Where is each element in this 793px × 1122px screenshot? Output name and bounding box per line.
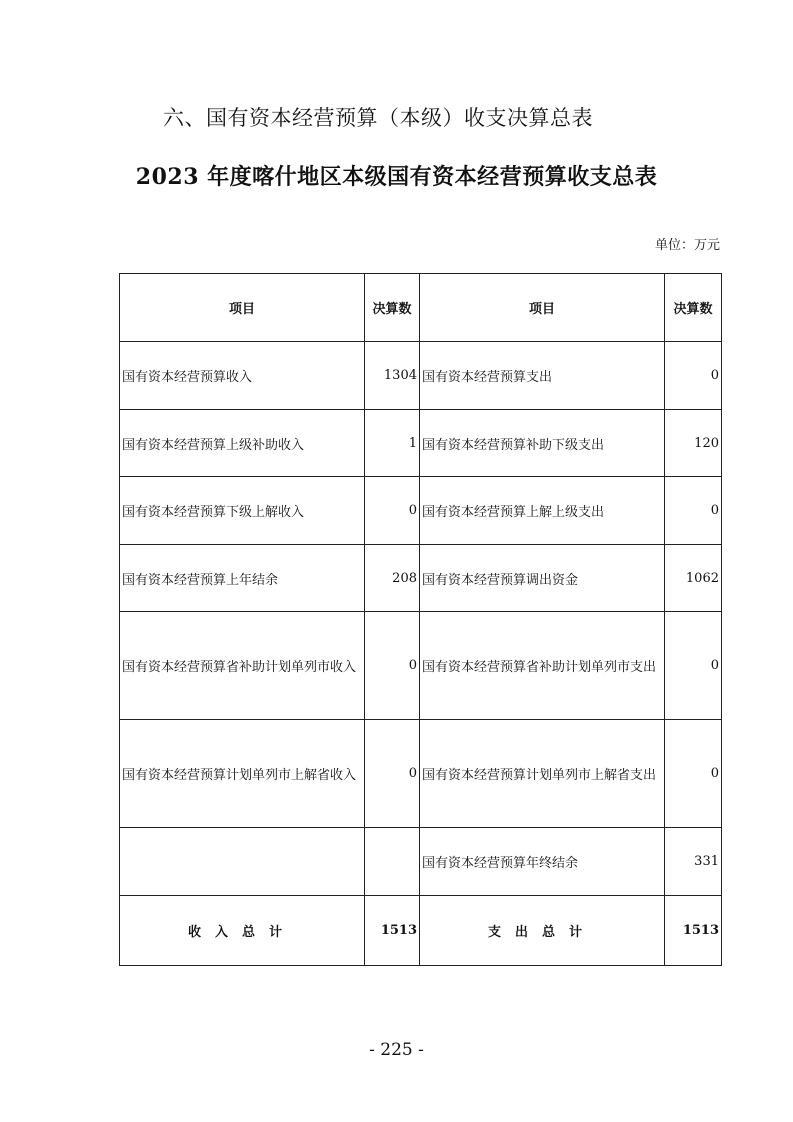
table-row xyxy=(120,720,722,828)
table-total-row xyxy=(120,896,722,966)
expense-amount: 1062 xyxy=(665,545,722,612)
expense-item: 国有资本经营预算补助下级支出 xyxy=(420,410,665,477)
header-item-right: 项目 xyxy=(420,274,665,342)
expense-item: 国有资本经营预算省补助计划单列市支出 xyxy=(420,612,665,720)
expense-amount: 0 xyxy=(665,720,722,828)
income-item: 国有资本经营预算下级上解收入 xyxy=(120,477,365,545)
income-amount: 0 xyxy=(365,720,420,828)
table-row xyxy=(120,545,722,612)
expense-item: 国有资本经营预算计划单列市上解省支出 xyxy=(420,720,665,828)
income-amount: 0 xyxy=(365,477,420,545)
expense-item: 国有资本经营预算上解上级支出 xyxy=(420,477,665,545)
header-item-left: 项目 xyxy=(120,274,365,342)
table-row xyxy=(120,828,722,896)
table-row xyxy=(120,477,722,545)
page-title: 2023 年度喀什地区本级国有资本经营预算收支总表 xyxy=(135,164,658,190)
table-row xyxy=(120,612,722,720)
unit-label: 单位：万元 xyxy=(654,238,720,253)
income-total: 1513 xyxy=(365,896,420,966)
income-amount: 0 xyxy=(365,612,420,720)
expense-amount: 120 xyxy=(665,410,722,477)
income-total-label: 收入总计 xyxy=(120,896,365,966)
income-amount: 1 xyxy=(365,410,420,477)
expense-item: 国有资本经营预算支出 xyxy=(420,342,665,410)
income-amount: 1304 xyxy=(365,342,420,410)
header-amount-left: 决算数 xyxy=(365,274,420,342)
income-amount: 208 xyxy=(365,545,420,612)
income-item: 国有资本经营预算上级补助收入 xyxy=(120,410,365,477)
expense-amount: 0 xyxy=(665,477,722,545)
income-item: 国有资本经营预算计划单列市上解省收入 xyxy=(120,720,365,828)
header-amount-right: 决算数 xyxy=(665,274,722,342)
income-item xyxy=(120,828,365,896)
expense-item: 国有资本经营预算调出资金 xyxy=(420,545,665,612)
expense-amount: 331 xyxy=(665,828,722,896)
expense-total: 1513 xyxy=(665,896,722,966)
expense-item: 国有资本经营预算年终结余 xyxy=(420,828,665,896)
expense-total-label: 支出总计 xyxy=(420,896,665,966)
table-header-row xyxy=(120,274,722,342)
page-number: - 225 - xyxy=(369,1040,424,1060)
table-row xyxy=(120,342,722,410)
income-item: 国有资本经营预算省补助计划单列市收入 xyxy=(120,612,365,720)
section-title: 六、国有资本经营预算（本级）收支决算总表 xyxy=(163,106,593,130)
table-row xyxy=(120,410,722,477)
income-item: 国有资本经营预算收入 xyxy=(120,342,365,410)
budget-table xyxy=(119,273,722,966)
income-item: 国有资本经营预算上年结余 xyxy=(120,545,365,612)
expense-amount: 0 xyxy=(665,342,722,410)
income-amount xyxy=(365,828,420,896)
expense-amount: 0 xyxy=(665,612,722,720)
